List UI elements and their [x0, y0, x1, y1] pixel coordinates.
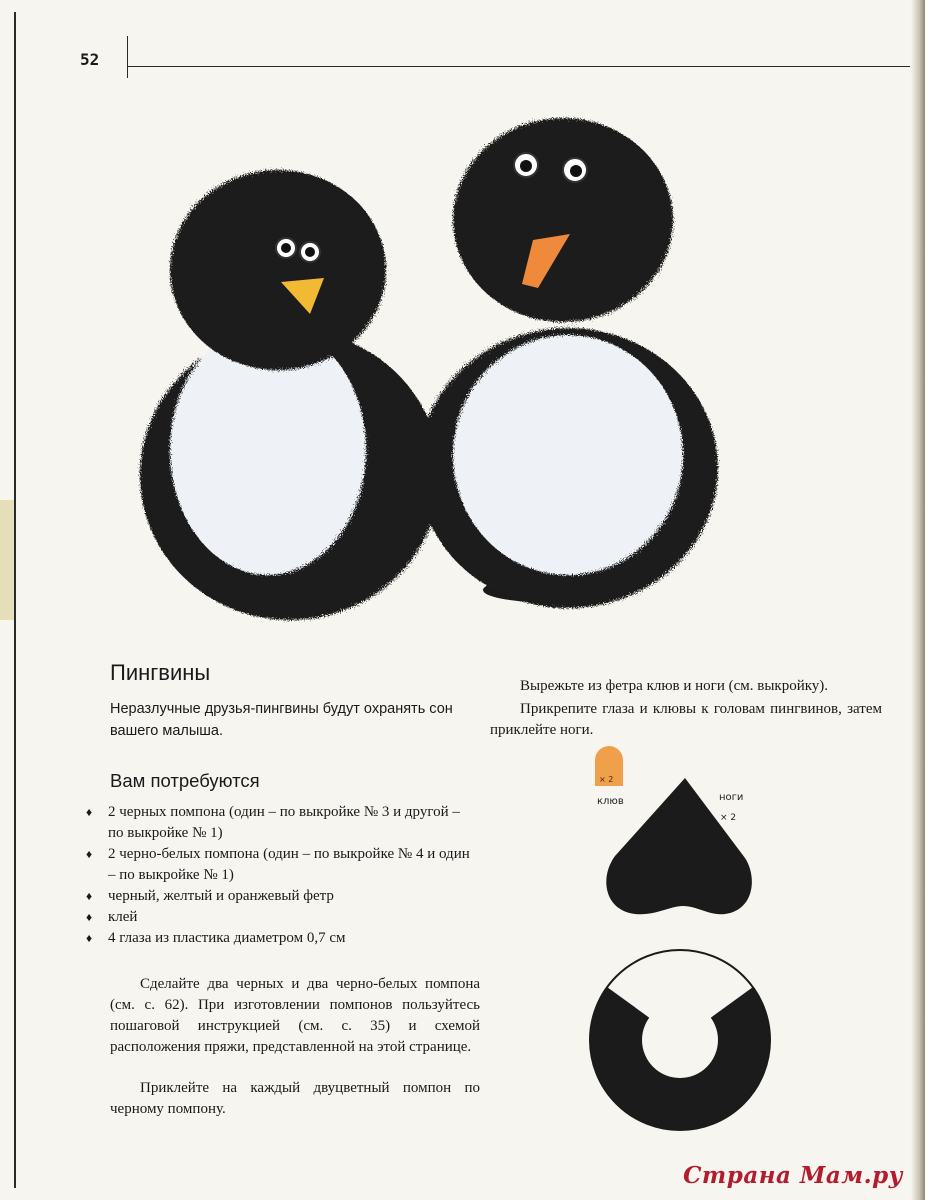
penguins-photo [118, 110, 758, 640]
intro-text: Неразлучные друзья-пингвины будут охранять сон вашего малыша. [110, 701, 453, 739]
material-item: ♦ клей [84, 907, 474, 928]
material-item: ♦ 2 черно-белых помпона (один – по выкройке № 4 и один – по выкройке № 1) [84, 844, 474, 886]
instruction-paragraph: Прикрепите глаза и клювы к головам пингвинов, затем приклейте ноги. [490, 701, 882, 738]
title: Пингвины [110, 660, 211, 685]
materials-list [84, 802, 474, 949]
site-watermark [683, 1162, 903, 1189]
watermark-site: Страна Мам [683, 1162, 864, 1189]
instruction-paragraph: Сделайте два черных и два черно-белых помпона (см. с. 62). При изготовлении помпонов пользуйтесь пошаговой инструкцией (см. с. 35) и схемой расположения пряжи, представленной на этой странице. [110, 976, 480, 1055]
pattern-diagram [575, 738, 775, 1188]
feet-label: ноги [719, 792, 744, 803]
left-penguin [140, 170, 440, 620]
spine-mark [0, 500, 14, 620]
watermark-suffix: .ру [863, 1162, 903, 1189]
beak-label: клюв [597, 796, 624, 807]
yarn-scheme [590, 950, 770, 1130]
header-rule [128, 66, 910, 67]
materials-heading: Вам потребуются [110, 770, 260, 791]
feet-count: × 2 [720, 813, 737, 823]
material-item: ♦ 4 глаза из пластика диаметром 0,7 см [84, 928, 474, 949]
instruction-paragraph: Вырежьте из фетра клюв и ноги (см. выкройку). [520, 678, 829, 694]
page-number: 52 [80, 50, 100, 69]
page-edge-shadow [911, 0, 925, 1200]
right-penguin [418, 118, 718, 608]
material-item: ♦ 2 черных помпона (один – по выкройке № 3 и другой – по выкройке № 1) [84, 802, 474, 844]
page-number-box [16, 36, 128, 78]
instruction-paragraph: Приклейте на каждый двуцветный помпон по черному помпону. [110, 1080, 480, 1117]
material-item: ♦ черный, желтый и оранжевый фетр [84, 886, 474, 907]
beak-count: × 2 [599, 775, 614, 784]
